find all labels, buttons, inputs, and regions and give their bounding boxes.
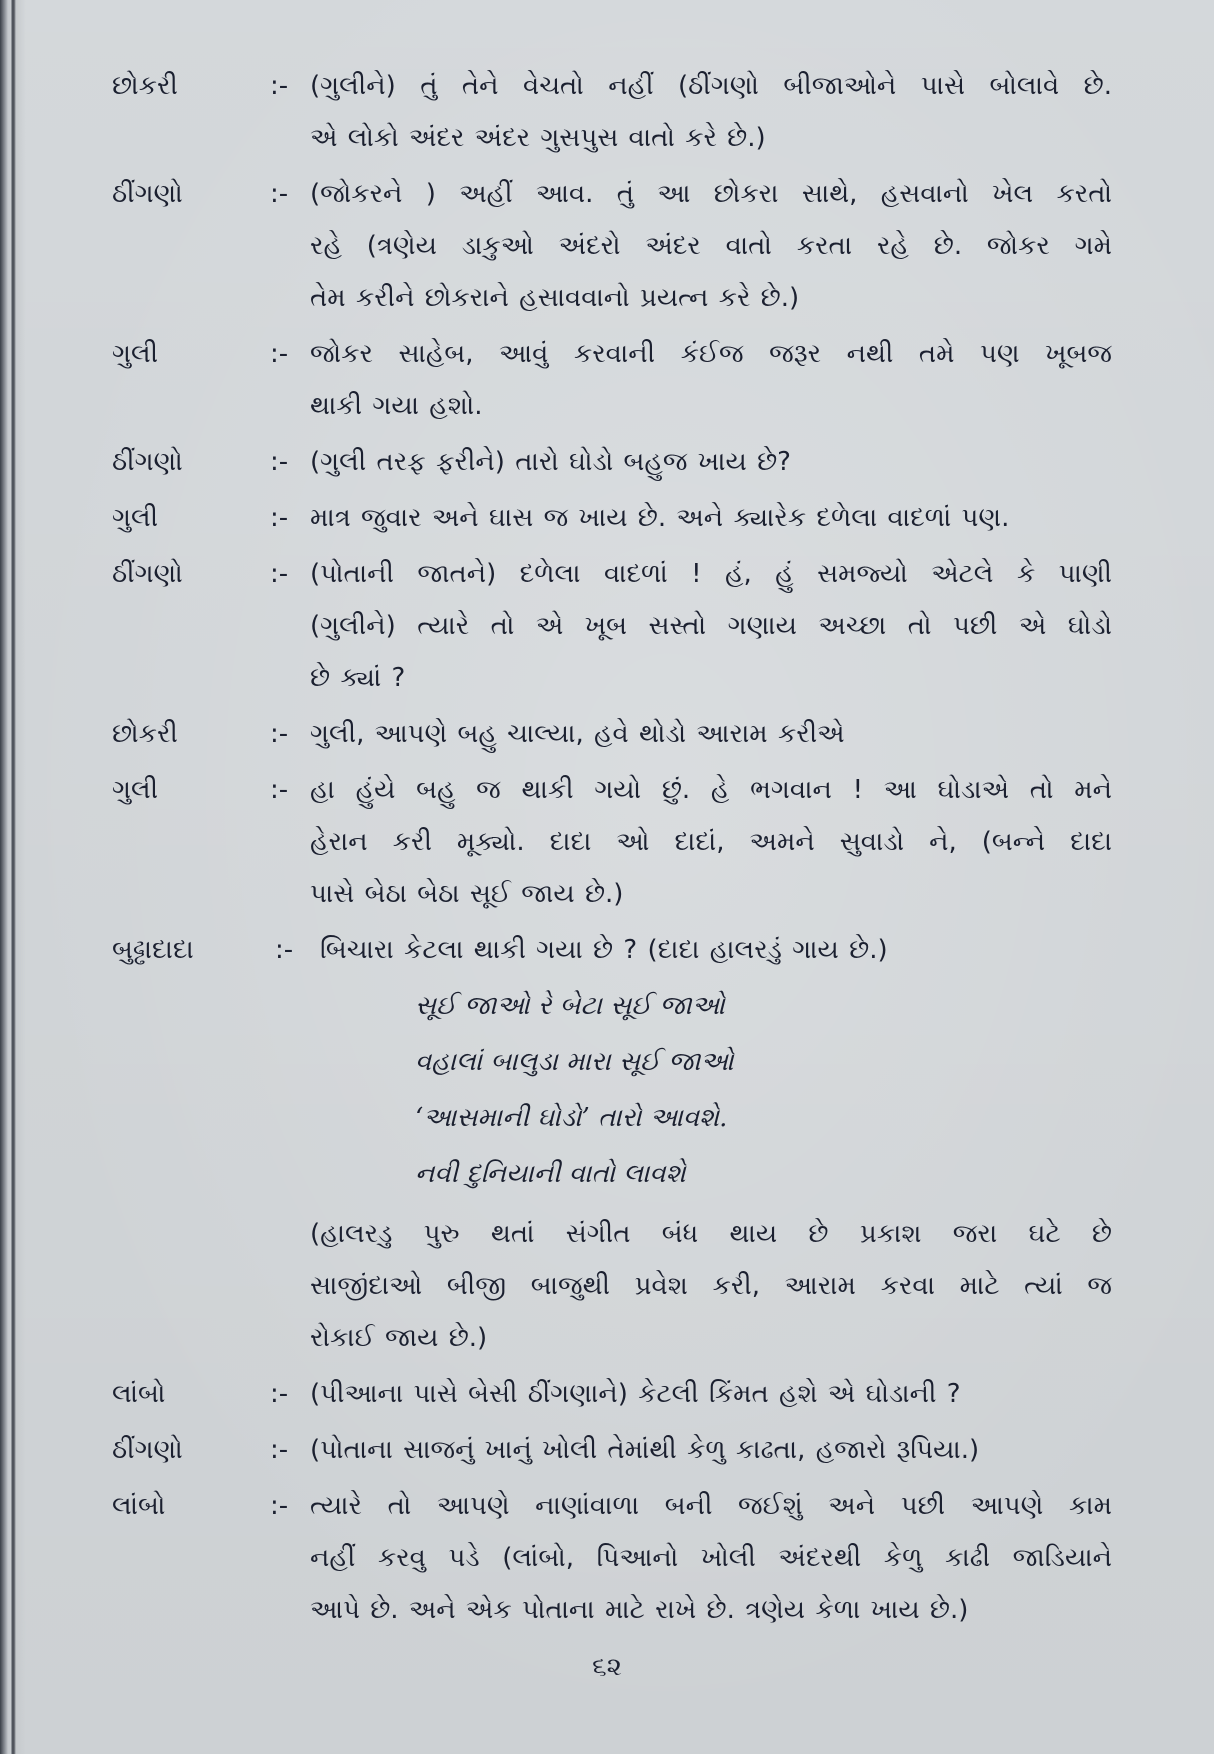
- dialogue-entry: [112, 60, 1112, 164]
- dialogue-text: [310, 436, 1112, 488]
- dialogue-text: [310, 1480, 1112, 1636]
- dialogue-text: [310, 168, 1112, 324]
- stage-direction-line: (હાલરડુ પુરુ થતાં સંગીત બંધ થાય છે પ્રકાશ જરા ઘટે છે: [310, 1219, 1112, 1249]
- page-number: ૬૨: [592, 1652, 622, 1682]
- speaker-name: લાંબો: [112, 1379, 166, 1409]
- dialogue-line: (ગુલીને) ત્યારે તો એ ખૂબ સસ્તો ગણાય અચ્છા તો પછી એ ઘોડો: [310, 611, 1112, 641]
- dialogue-text: [310, 548, 1112, 704]
- dialogue-line: એ લોકો અંદર અંદર ગુસપુસ વાતો કરે છે.): [310, 123, 766, 153]
- dialogue-line: તેમ કરીને છોકરાને હસાવવાનો પ્રયત્ન કરે છે.): [310, 283, 800, 313]
- song-line: સૂઈ જાઓ રે બેટા સૂઈ જાઓ: [415, 991, 725, 1021]
- dialogue-entry: [112, 168, 1112, 324]
- dialogue-entry: [112, 1480, 1112, 1636]
- dialogue-entry: [112, 1368, 1112, 1420]
- speaker-separator: :-: [270, 719, 289, 749]
- dialogue-line: જોકર સાહેબ, આવું કરવાની કંઈજ જરૂર નથી તમે પણ ખૂબજ: [310, 339, 1112, 369]
- dialogue-entry: [112, 764, 1112, 920]
- speaker-name: બુઢ્ઢાદાદા: [112, 935, 194, 965]
- dialogue-text: [310, 1424, 1112, 1476]
- speaker-name: ઠીંગણો: [112, 1435, 183, 1465]
- speaker-separator: :-: [270, 559, 289, 589]
- song-line: ‘આસમાની ઘોડો’ તારો આવશે.: [415, 1103, 728, 1133]
- dialogue-line: (પોતાની જાતને) દળેલા વાદળાં ! હં, હું સમજ્યો એટલે કે પાણી: [310, 559, 1112, 589]
- dialogue-line: બિચારા કેટલા થાકી ગયા છે ? (દાદા હાલરડું ગાય છે.): [320, 935, 888, 965]
- dialogue-line: છે ક્યાં ?: [310, 663, 406, 693]
- dialogue-line: પાસે બેઠા બેઠા સૂઈ જાય છે.): [310, 879, 624, 909]
- speaker-name: ઠીંગણો: [112, 447, 183, 477]
- speaker-name: ગુલી: [112, 503, 159, 533]
- dialogue-entry: [112, 1424, 1112, 1476]
- dialogue-line: (પોતાના સાજનું ખાનું ખોલી તેમાંથી કેળુ કાઢતા, હજારો રૂપિયા.): [310, 1435, 980, 1465]
- speaker-separator: :-: [270, 447, 289, 477]
- stage-direction-line: રોકાઈ જાય છે.): [310, 1323, 488, 1353]
- stage-direction-line: સાજીંદાઓ બીજી બાજુથી પ્રવેશ કરી, આરામ કરવા માટે ત્યાં જ: [310, 1271, 1112, 1301]
- speaker-separator: :-: [270, 339, 289, 369]
- dialogue-line: નહીં કરવુ પડે (લાંબો, પિઆનો ખોલી અંદરથી કેળુ કાઢી જાડિયાને: [310, 1543, 1112, 1573]
- stage-direction: [112, 1208, 1112, 1364]
- dialogue-entry: [112, 436, 1112, 488]
- dialogue-entry: [112, 708, 1112, 760]
- dialogue-text: [310, 492, 1112, 544]
- dialogue-line: (ગુલીને) તું તેને વેચતો નહીં (ઠીંગણો બીજાઓને પાસે બોલાવે છે.: [310, 71, 1112, 101]
- dialogue-text: [310, 328, 1112, 432]
- speaker-name: ઠીંગણો: [112, 559, 183, 589]
- speaker-name: લાંબો: [112, 1491, 166, 1521]
- dialogue-text: [310, 60, 1112, 164]
- dialogue-entry: [112, 548, 1112, 704]
- dialogue-text: [310, 708, 1112, 760]
- play-script: [112, 60, 1112, 1636]
- song-line: વહાલાં બાલુડા મારા સૂઈ જાઓ: [415, 1047, 734, 1077]
- dialogue-line: હેરાન કરી મૂક્યો. દાદા ઓ દાદાં, અમને સુવાડો ને, (બન્ને દાદા: [310, 827, 1112, 857]
- dialogue-line: ત્યારે તો આપણે નાણાંવાળા બની જઈશું અને પછી આપણે કામ: [310, 1491, 1112, 1521]
- speaker-separator: :-: [270, 1379, 289, 1409]
- dialogue-line: થાકી ગયા હશો.: [310, 391, 483, 421]
- dialogue-entry: [112, 924, 1112, 976]
- speaker-name: છોકરી: [112, 71, 178, 101]
- speaker-separator: :-: [270, 1435, 289, 1465]
- page-binding-edge: [0, 0, 26, 1754]
- speaker-separator: :-: [270, 179, 289, 209]
- dialogue-text: [310, 1368, 1112, 1420]
- speaker-separator: :-: [270, 775, 289, 805]
- dialogue-line: આપે છે. અને એક પોતાના માટે રાખે છે. ત્રણેય કેળા ખાય છે.): [310, 1595, 969, 1625]
- dialogue-text: [320, 924, 1112, 976]
- dialogue-line: (ગુલી તરફ ફરીને) તારો ઘોડો બહુજ ખાય છે?: [310, 447, 791, 477]
- speaker-name: ઠીંગણો: [112, 179, 183, 209]
- speaker-separator: :-: [275, 935, 294, 965]
- dialogue-line: ગુલી, આપણે બહુ ચાલ્યા, હવે થોડો આરામ કરીએ: [310, 719, 845, 749]
- dialogue-entry: [112, 328, 1112, 432]
- speaker-separator: :-: [270, 503, 289, 533]
- dialogue-entry: [112, 492, 1112, 544]
- dialogue-line: રહે (ત્રણેય ડાકુઓ અંદરો અંદર વાતો કરતા રહે છે. જોકર ગમે: [310, 231, 1112, 261]
- lullaby-verse: [112, 978, 1112, 1202]
- speaker-name: ગુલી: [112, 339, 159, 369]
- song-line: નવી દુનિયાની વાતો લાવશે: [415, 1159, 686, 1189]
- dialogue-line: (જોકરને ) અહીં આવ. તું આ છોકરા સાથે, હસવાનો ખેલ કરતો: [310, 179, 1112, 209]
- dialogue-line: હા હુંયે બહુ જ થાકી ગયો છું. હે ભગવાન ! આ ઘોડાએ તો મને: [310, 775, 1112, 805]
- speaker-separator: :-: [270, 71, 289, 101]
- speaker-name: છોકરી: [112, 719, 178, 749]
- dialogue-line: (પીઆના પાસે બેસી ઠીંગણાને) કેટલી કિંમત હશે એ ઘોડાની ?: [310, 1379, 961, 1409]
- speaker-name: ગુલી: [112, 775, 159, 805]
- dialogue-line: માત્ર જુવાર અને ઘાસ જ ખાય છે. અને ક્યારેક દળેલા વાદળાં પણ.: [310, 503, 1010, 533]
- dialogue-text: [310, 764, 1112, 920]
- speaker-separator: :-: [270, 1491, 289, 1521]
